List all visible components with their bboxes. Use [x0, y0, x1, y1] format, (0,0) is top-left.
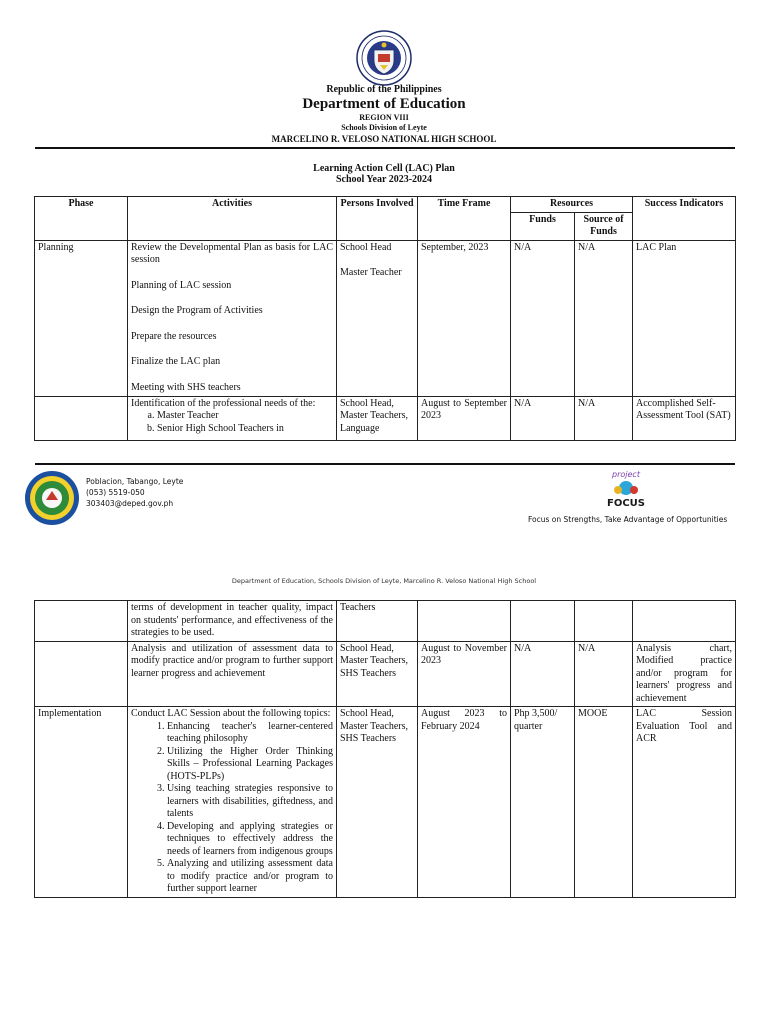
- list-item: 4. Developing and applying strategies or techniques to effectively address the needs of learners from indigenous groups: [167, 821, 333, 859]
- list-item: b. Senior High School Teachers in: [157, 423, 333, 436]
- success-cell: LAC Plan: [633, 240, 736, 396]
- source-cell: MOOE: [575, 707, 633, 898]
- school-motto: Focus on Strengths, Take Advantage of Opportunities: [528, 515, 728, 524]
- list-item: 2. Utilizing the Higher Order Thinking Skills – Professional Learning Packages (HOTS-PLPs): [167, 746, 333, 784]
- activity-item: Planning of LAC session: [131, 279, 232, 291]
- department-title: Department of Education: [302, 96, 466, 112]
- funds-cell: [511, 601, 575, 642]
- activities-cell: [128, 707, 337, 898]
- phase-cell: [35, 396, 128, 441]
- time-cell: August to September 2023: [418, 396, 511, 441]
- project-focus-logo: [596, 468, 654, 510]
- table-row-implementation: [35, 707, 736, 898]
- republic-line: Republic of the Philippines: [326, 84, 442, 95]
- header-activities: Activities: [128, 197, 337, 241]
- phone-line: (053) 5519-050: [86, 488, 145, 497]
- header-resources: Resources: [511, 197, 633, 213]
- lac-plan-table-continued: [34, 600, 736, 898]
- lac-plan-table: [34, 196, 736, 441]
- persons-cell: School Head, Master Teachers, SHS Teachers: [337, 641, 418, 707]
- activities-cell: terms of development in teacher quality, impact on students' performance, and effectiveness of the strategies to be used.: [128, 601, 337, 642]
- success-cell: [633, 601, 736, 642]
- header-time-frame: Time Frame: [418, 197, 511, 241]
- logo-project-text: project: [612, 470, 640, 479]
- activities-cell: [128, 396, 337, 441]
- success-cell: Analysis chart, Modified practice and/or program for learners' progress and achievement: [633, 641, 736, 707]
- persons-cell: School Head, Master Teachers, SHS Teachers: [337, 707, 418, 898]
- activity-item: Identification of the professional needs of the:: [131, 397, 316, 409]
- table-row-planning: [35, 240, 736, 396]
- activity-item: Finalize the LAC plan: [131, 356, 221, 367]
- person-entry: School Head: [340, 241, 392, 253]
- header-divider: [35, 147, 735, 149]
- activity-item: Prepare the resources: [131, 330, 217, 342]
- school-logo: [24, 470, 80, 526]
- phase-cell: [35, 641, 128, 707]
- table-row-identification: [35, 396, 736, 441]
- header-funds: Funds: [511, 212, 575, 240]
- header-success: Success Indicators: [633, 197, 736, 241]
- phase-cell: [35, 601, 128, 642]
- table-row-continued: [35, 601, 736, 642]
- list-item: 3. Using teaching strategies responsive to learners with disabilities, giftedness, and talents: [167, 783, 333, 821]
- phase-cell: Planning: [35, 240, 128, 396]
- list-item: a. Master Teacher: [157, 410, 333, 423]
- school-year: School Year 2023-2024: [335, 174, 433, 185]
- footer-divider: [35, 463, 735, 465]
- header-phase: Phase: [35, 197, 128, 241]
- division-line: Schools Division of Leyte: [341, 123, 427, 132]
- school-name: MARCELINO R. VELOSO NATIONAL HIGH SCHOOL: [271, 134, 497, 144]
- activity-item: Review the Developmental Plan as basis for LAC session: [131, 241, 333, 265]
- funds-cell: N/A: [511, 240, 575, 396]
- activities-cell: Analysis and utilization of assessment data to modify practice and/or program to further support learner progress and achievement: [128, 641, 337, 707]
- activities-cell: [128, 240, 337, 396]
- time-cell: August 2023 to February 2024: [418, 707, 511, 898]
- persons-cell: Teachers: [337, 601, 418, 642]
- success-cell: LAC Session Evaluation Tool and ACR: [633, 707, 736, 898]
- time-cell: September, 2023: [418, 240, 511, 396]
- list-item: 1. Enhancing teacher's learner-centered teaching philosophy: [167, 721, 333, 746]
- activity-item: Design the Program of Activities: [131, 305, 263, 316]
- list-item: 5. Analyzing and utilizing assessment data to modify practice and/or program to further support learner: [167, 858, 333, 896]
- plan-title: Learning Action Cell (LAC) Plan: [313, 163, 455, 174]
- time-cell: [418, 601, 511, 642]
- email-link[interactable]: 303403@deped.gov.ph: [86, 499, 174, 508]
- source-cell: N/A: [575, 396, 633, 441]
- deped-seal: [356, 30, 412, 86]
- school-contact: [86, 476, 183, 509]
- success-cell: Accomplished Self-Assessment Tool (SAT): [633, 396, 736, 441]
- person-entry: Master Teacher: [340, 267, 402, 278]
- header-source: Source of Funds: [575, 212, 633, 240]
- activity-item: Meeting with SHS teachers: [131, 381, 241, 393]
- funds-cell: N/A: [511, 396, 575, 441]
- funds-cell: Php 3,500/ quarter: [511, 707, 575, 898]
- region-line: REGION VIII: [359, 113, 409, 122]
- phase-cell: Implementation: [35, 707, 128, 898]
- source-cell: N/A: [575, 641, 633, 707]
- header-persons: Persons Involved: [337, 197, 418, 241]
- funds-cell: N/A: [511, 641, 575, 707]
- persons-cell: School Head, Master Teachers, Language: [337, 396, 418, 441]
- source-cell: N/A: [575, 240, 633, 396]
- table-row-analysis: [35, 641, 736, 707]
- running-header: Department of Education, Schools Division of Leyte, Marcelino R. Veloso National High School: [231, 577, 537, 585]
- source-cell: [575, 601, 633, 642]
- time-cell: August to November 2023: [418, 641, 511, 707]
- activity-item: Conduct LAC Session about the following topics:: [131, 708, 331, 719]
- persons-cell: [337, 240, 418, 396]
- logo-focus-text: FOCUS: [607, 498, 645, 509]
- address-line: Poblacion, Tabango, Leyte: [86, 477, 184, 486]
